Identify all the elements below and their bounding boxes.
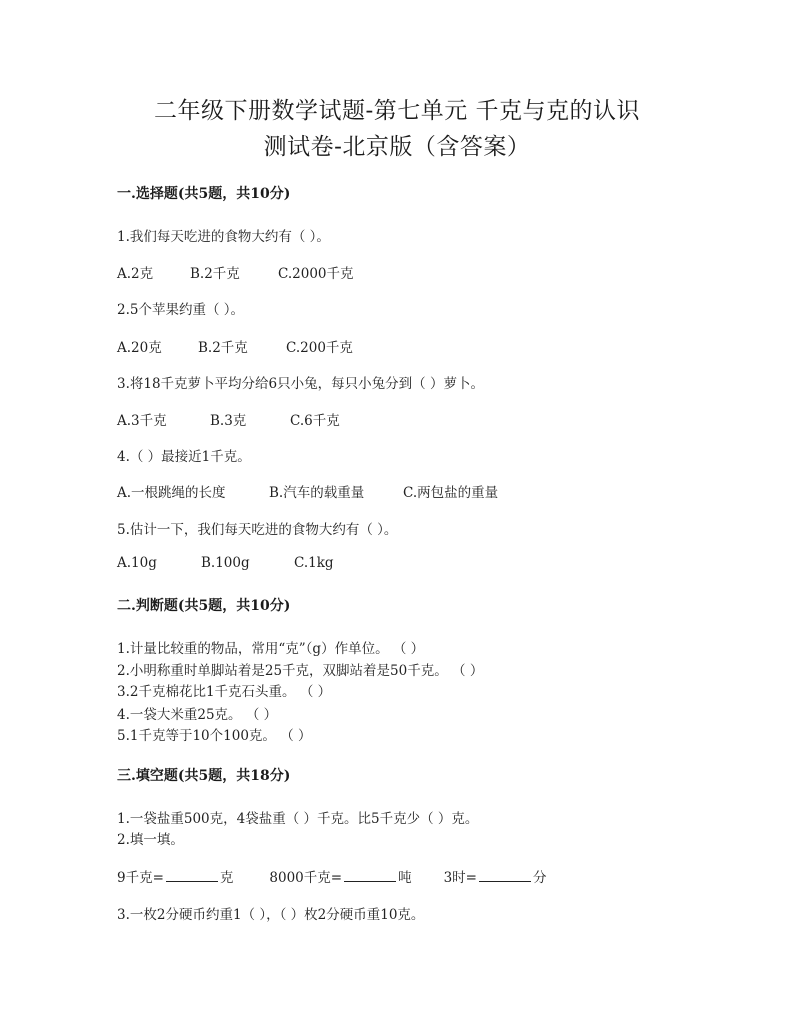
question-options	[117, 262, 354, 282]
option-a: A.3千克	[117, 413, 167, 429]
option-c: C.200千克	[286, 340, 353, 356]
option-a: A.一根跳绳的长度	[117, 485, 226, 501]
option-c: C.1kg	[294, 555, 334, 571]
section-heading-judgement: 二.判断题(共5题，共10分)	[117, 598, 291, 614]
fill-blank-row	[117, 866, 546, 886]
fill-b-label: 8000千克=	[269, 870, 343, 886]
fill-c-label: 3时=	[443, 870, 477, 886]
section-heading-fill-blank: 三.填空题(共5题，共18分)	[117, 768, 291, 784]
question-options	[117, 481, 498, 501]
fill-a-label: 9千克=	[117, 870, 164, 886]
option-b: B.3克	[210, 413, 247, 429]
question-text: 5.估计一下，我们每天吃进的食物大约有（ ）。	[117, 522, 398, 538]
answer-blank	[479, 867, 531, 882]
judgement-item: 4.一袋大米重25克。 （ ）	[117, 707, 278, 723]
judgement-item: 2.小明称重时单脚站着是25千克，双脚站着是50千克。 （ ）	[117, 663, 484, 679]
judgement-item: 5.1千克等于10个100克。 （ ）	[117, 728, 312, 744]
question-options	[117, 555, 334, 571]
question-text: 2.5个苹果约重（ ）。	[117, 302, 245, 318]
option-b: B.2千克	[190, 266, 240, 282]
option-b: B.2千克	[198, 340, 248, 356]
judgement-item: 3.2千克棉花比1千克石头重。 （ ）	[117, 684, 332, 700]
answer-blank	[166, 867, 218, 882]
option-a: A.2克	[117, 266, 154, 282]
fill-c-unit: 分	[532, 870, 547, 886]
option-c: C.两包盐的重量	[403, 485, 499, 501]
document-title-line1: 二年级下册数学试题-第七单元 千克与克的认识	[153, 98, 641, 124]
document-title-line2: 测试卷-北京版（含答案）	[263, 134, 531, 160]
option-b: B.汽车的载重量	[269, 485, 365, 501]
option-a: A.10g	[117, 555, 157, 571]
option-c: C.6千克	[290, 413, 340, 429]
option-c: C.2000千克	[278, 266, 354, 282]
fill-question-text: 1.一袋盐重500克，4袋盐重（ ）千克。比5千克少（ ）克。	[117, 811, 479, 827]
fill-a-unit: 克	[219, 870, 234, 886]
answer-blank	[344, 867, 396, 882]
option-b: B.100g	[201, 555, 250, 571]
judgement-item: 1.计量比较重的物品，常用“克”（g）作单位。 （ ）	[117, 641, 425, 657]
section-heading-choice: 一.选择题(共5题，共10分)	[117, 186, 291, 202]
fill-question-text: 2.填一填。	[117, 832, 184, 848]
fill-question-text: 3.一枚2分硬币约重1（ ），（ ）枚2分硬币重10克。	[117, 907, 425, 923]
question-text: 4.（ ）最接近1千克。	[117, 449, 251, 465]
question-text: 3.将18千克萝卜平均分给6只小兔，每只小兔分到（ ）萝卜。	[117, 376, 484, 392]
question-text: 1.我们每天吃进的食物大约有（ ）。	[117, 229, 330, 245]
option-a: A.20克	[117, 340, 162, 356]
question-options	[117, 336, 353, 356]
question-options	[117, 409, 340, 429]
fill-b-unit: 吨	[398, 870, 412, 886]
